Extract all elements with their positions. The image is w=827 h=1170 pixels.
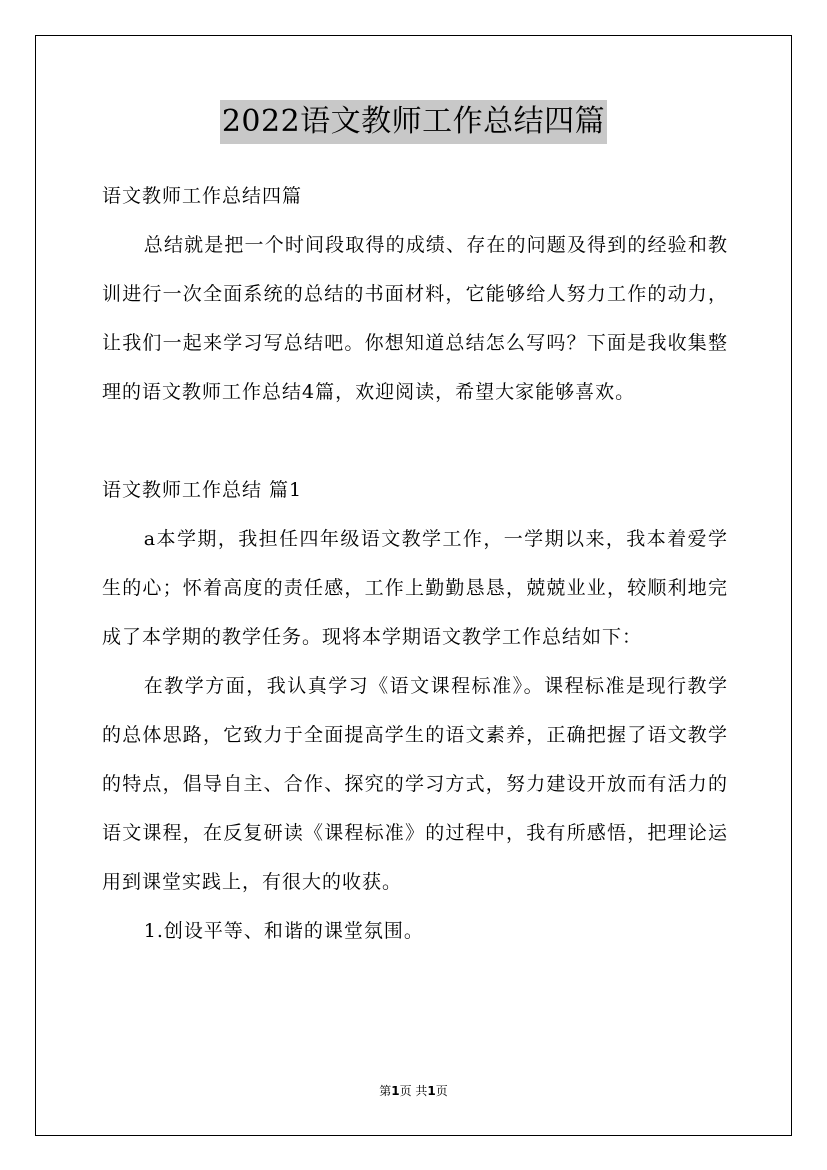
footer-page-current: 1 — [391, 1084, 400, 1098]
body-paragraph-2: 在教学方面，我认真学习《语文课程标准》。课程标准是现行教学的总体思路，它致力于全面提高学生的语文素养，正确把握了语文教学的特点，倡导自主、合作、探究的学习方式，努力建设开放而有活力的语文课程，在反复研读《课程标准》的过程中，我有所感悟，把理论运用到课堂实践上，有很大的收获。 — [102, 675, 728, 893]
footer-page-suffix: 页 — [435, 1084, 448, 1098]
document-body — [102, 172, 728, 956]
body-paragraph-1: a本学期，我担任四年级语文教学工作，一学期以来，我本着爱学生的心；怀着高度的责任感，工作上勤勤恳恳，兢兢业业，较顺利地完成了本学期的教学任务。现将本学期语文教学工作总结如下： — [102, 528, 728, 648]
footer-page-mid: 页 共 — [399, 1084, 428, 1098]
footer-page-prefix: 第 — [379, 1084, 392, 1098]
list-item-1: 1.创设平等、和谐的课堂氛围。 — [143, 920, 424, 942]
paragraph-spacer — [102, 417, 728, 466]
footer-page-total: 1 — [427, 1084, 436, 1098]
page-footer — [0, 1082, 827, 1099]
title-wrapper — [0, 100, 827, 144]
section-heading: 语文教师工作总结 篇1 — [102, 479, 303, 501]
document-title: 2022语文教师工作总结四篇 — [220, 100, 607, 144]
intro-paragraph: 总结就是把一个时间段取得的成绩、存在的问题及得到的经验和教训进行一次全面系统的总结的书面材料，它能够给人努力工作的动力，让我们一起来学习写总结吧。你想知道总结怎么写吗？下面是我收集整理的语文教师工作总结4篇，欢迎阅读，希望大家能够喜欢。 — [102, 234, 728, 403]
subtitle: 语文教师工作总结四篇 — [102, 185, 303, 207]
